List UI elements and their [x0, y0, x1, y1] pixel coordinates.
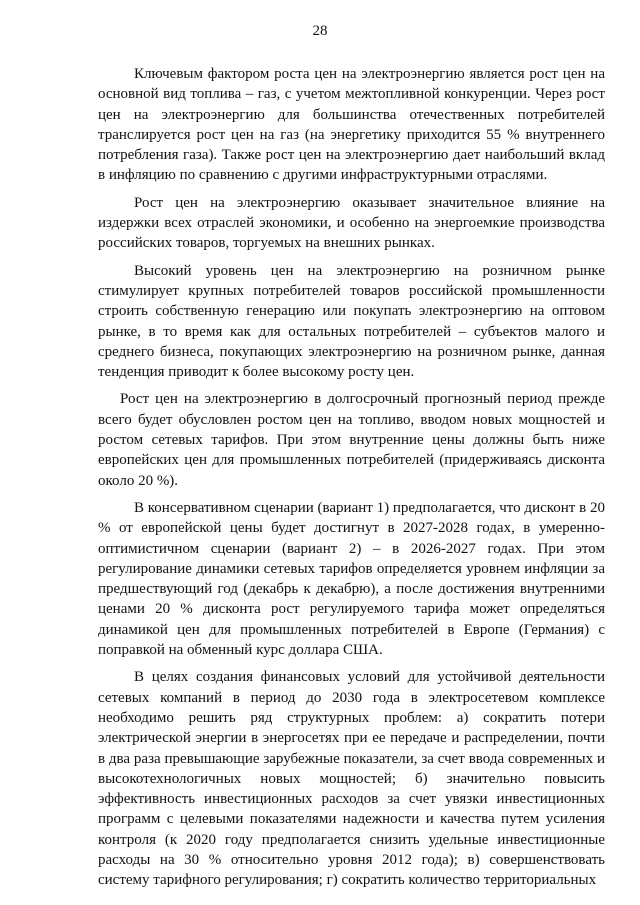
paragraph-fuel-price-factor: Ключевым фактором роста цен на электроэнергию является рост цен на основной вид топлива – газ, с учетом межтопливной конкуренции. Через рост цен на электроэнергию для большинства отечественных потребителей транслируется рост цен на газ (на энергетику приходится 55 % внутреннего потребления газа). Также рост цен на электроэнергию дает наибольший вклад в инфляцию по сравнению с другими инфраструктурными отраслями. — [98, 66, 605, 184]
paragraph-costs-impact: Рост цен на электроэнергию оказывает значительное влияние на издержки всех отраслей экономики, и особенно на энергоемкие производства российских товаров, торгуемых на внешних рынках. — [98, 194, 605, 252]
paragraph-scenarios: В консервативном сценарии (вариант 1) предполагается, что дисконт в 20 % от европейской цены будет достигнут в 2027-2028 годах, в умеренно-оптимистичном сценарии (вариант 2) – в 2026-2027 годах. При этом регулирование динамики сетевых тарифов определяется уровнем инфляции за предшествующий год (декабрь к декабрю), а после достижения внутренними ценами 20 % дисконта рост регулируемого тарифа может определяться динамикой цен для промышленных потребителей в Европе (Германия) с поправкой на обменный курс доллара США. — [98, 499, 605, 659]
paragraph-grid-problems: В целях создания финансовых условий для устойчивой деятельности сетевых компаний в период до 2030 года в электросетевом комплексе необходимо решить ряд структурных проблем: а) сократить потери электрической энергии в энергосетях при ее передаче и распределении, почти в два раза превышающие зарубежные показатели, за счет ввода современных и высокотехнологичных новых мощностей; б) значительно повысить эффективность инвестиционных расходов за счет увязки инвестиционных программ с целевыми показателями надежности и качества путем усиления контроля (к 2020 году предполагается снизить удельные инвестиционные расходы на 30 % относительно уровня 2012 года); в) совершенствовать систему тарифного регулирования; г) сократить количество территориальных — [98, 669, 605, 889]
paragraph-long-term-forecast: Рост цен на электроэнергию в долгосрочный прогнозный период прежде всего будет обусловлен ростом цен на топливо, вводом новых мощностей и ростом сетевых тарифов. При этом внутренние цены должны быть ниже европейских цен для промышленных потребителей (придерживаясь дисконта около 20 %). — [98, 391, 605, 489]
paragraph-retail-market: Высокий уровень цен на электроэнергию на розничном рынке стимулирует крупных потребителей товаров российской промышленности строить собственную генерацию или покупать электроэнергию на оптовом рынке, в то время как для остальных потребителей – субъектов малого и среднего бизнеса, покупающих электроэнергию на розничном рынке, данная тенденция приводит к более высокому росту цен. — [98, 262, 605, 381]
page-number: 28 — [312, 23, 328, 39]
body-text — [98, 64, 605, 891]
